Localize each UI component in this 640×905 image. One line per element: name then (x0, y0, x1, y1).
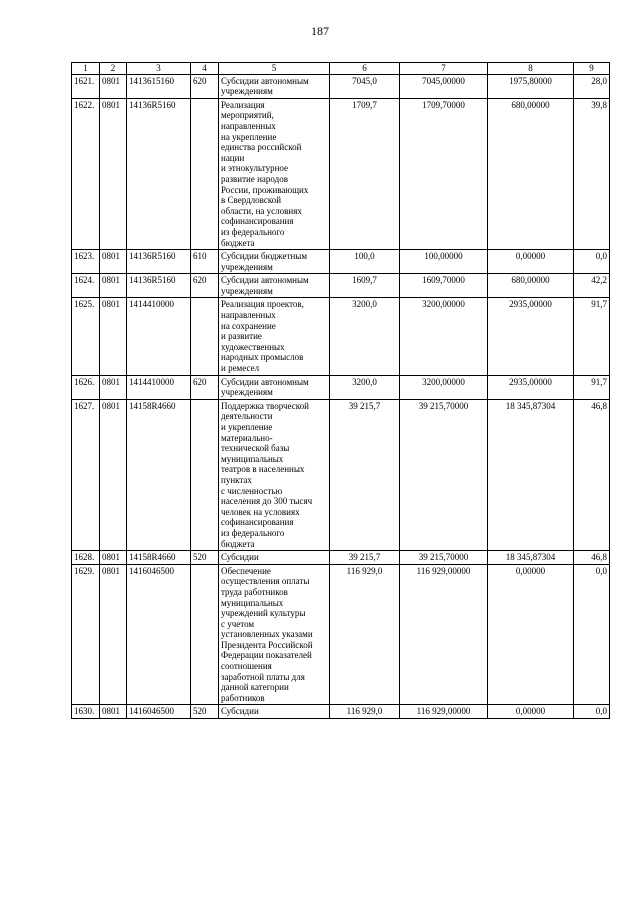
row-number-cell: 1621. (72, 74, 100, 98)
percent-cell: 91,7 (574, 375, 610, 399)
column-header: 2 (100, 63, 127, 75)
table-row (72, 551, 610, 565)
row-number-cell: 1622. (72, 98, 100, 249)
approved-cell: 7045,00000 (400, 74, 488, 98)
section-code-cell: 0801 (100, 551, 127, 565)
plan-cell: 3200,0 (330, 298, 400, 375)
section-code-cell: 0801 (100, 564, 127, 705)
row-number-cell: 1628. (72, 551, 100, 565)
plan-cell: 3200,0 (330, 375, 400, 399)
column-header: 1 (72, 63, 100, 75)
section-code-cell: 0801 (100, 375, 127, 399)
executed-cell: 0,00000 (488, 250, 574, 274)
executed-cell: 0,00000 (488, 705, 574, 719)
percent-cell: 28,0 (574, 74, 610, 98)
expense-type-cell (191, 298, 219, 375)
section-code-cell: 0801 (100, 98, 127, 249)
percent-cell: 0,0 (574, 564, 610, 705)
column-header: 5 (219, 63, 330, 75)
budget-table (71, 62, 610, 719)
percent-cell: 46,8 (574, 551, 610, 565)
table-row (72, 705, 610, 719)
expense-type-cell (191, 564, 219, 705)
section-code-cell: 0801 (100, 74, 127, 98)
description-cell: Обеспечение осуществления оплаты труда работников муниципальных учреждений культуры с учетом установленных указами Президента Российской Федерации показателей соотношения заработной платы для данной категории работников (219, 564, 330, 705)
executed-cell: 18 345,87304 (488, 399, 574, 550)
target-article-cell: 14158R4660 (127, 399, 191, 550)
table-row (72, 274, 610, 298)
row-number-cell: 1623. (72, 250, 100, 274)
section-code-cell: 0801 (100, 705, 127, 719)
approved-cell: 39 215,70000 (400, 551, 488, 565)
approved-cell: 1609,70000 (400, 274, 488, 298)
row-number-cell: 1627. (72, 399, 100, 550)
target-article-cell: 1414410000 (127, 375, 191, 399)
target-article-cell: 1416046500 (127, 564, 191, 705)
expense-type-cell: 520 (191, 705, 219, 719)
expense-type-cell: 620 (191, 274, 219, 298)
table-row (72, 564, 610, 705)
page-number: 187 (311, 24, 329, 38)
approved-cell: 100,00000 (400, 250, 488, 274)
row-number-cell: 1630. (72, 705, 100, 719)
plan-cell: 100,0 (330, 250, 400, 274)
plan-cell: 7045,0 (330, 74, 400, 98)
percent-cell: 91,7 (574, 298, 610, 375)
row-number-cell: 1626. (72, 375, 100, 399)
column-header: 7 (400, 63, 488, 75)
table-row (72, 375, 610, 399)
row-number-cell: 1624. (72, 274, 100, 298)
executed-cell: 1975,80000 (488, 74, 574, 98)
executed-cell: 0,00000 (488, 564, 574, 705)
plan-cell: 39 215,7 (330, 399, 400, 550)
column-header: 4 (191, 63, 219, 75)
plan-cell: 39 215,7 (330, 551, 400, 565)
description-cell: Реализация проектов, направленных на сохранение и развитие художественных народных промыслов и ремесел (219, 298, 330, 375)
target-article-cell: 14136R5160 (127, 250, 191, 274)
target-article-cell: 14158R4660 (127, 551, 191, 565)
executed-cell: 680,00000 (488, 98, 574, 249)
approved-cell: 1709,70000 (400, 98, 488, 249)
percent-cell: 42,2 (574, 274, 610, 298)
expense-type-cell: 620 (191, 74, 219, 98)
row-number-cell: 1629. (72, 564, 100, 705)
approved-cell: 39 215,70000 (400, 399, 488, 550)
target-article-cell: 14136R5160 (127, 274, 191, 298)
section-code-cell: 0801 (100, 274, 127, 298)
description-cell: Субсидии автономным учреждениям (219, 274, 330, 298)
plan-cell: 1709,7 (330, 98, 400, 249)
target-article-cell: 1416046500 (127, 705, 191, 719)
section-code-cell: 0801 (100, 298, 127, 375)
column-header: 8 (488, 63, 574, 75)
table-row (72, 74, 610, 98)
target-article-cell: 1414410000 (127, 298, 191, 375)
expense-type-cell: 610 (191, 250, 219, 274)
description-cell: Субсидии автономным учреждениям (219, 375, 330, 399)
expense-type-cell: 520 (191, 551, 219, 565)
table-row (72, 98, 610, 249)
approved-cell: 116 929,00000 (400, 705, 488, 719)
approved-cell: 3200,00000 (400, 298, 488, 375)
plan-cell: 116 929,0 (330, 564, 400, 705)
description-cell: Поддержка творческой деятельности и укрепление материально- технической базы муниципальных театров в населенных пунктах с численностью населения до 300 тысяч человек на условиях софинансирования из федерального бюджета (219, 399, 330, 550)
executed-cell: 2935,00000 (488, 298, 574, 375)
percent-cell: 46,8 (574, 399, 610, 550)
table-body (72, 74, 610, 718)
executed-cell: 680,00000 (488, 274, 574, 298)
column-header: 6 (330, 63, 400, 75)
column-header: 3 (127, 63, 191, 75)
percent-cell: 0,0 (574, 705, 610, 719)
plan-cell: 116 929,0 (330, 705, 400, 719)
approved-cell: 3200,00000 (400, 375, 488, 399)
description-cell: Субсидии (219, 551, 330, 565)
expense-type-cell (191, 98, 219, 249)
target-article-cell: 1413615160 (127, 74, 191, 98)
executed-cell: 18 345,87304 (488, 551, 574, 565)
table-header-row (72, 63, 610, 75)
table-row (72, 399, 610, 550)
plan-cell: 1609,7 (330, 274, 400, 298)
section-code-cell: 0801 (100, 250, 127, 274)
executed-cell: 2935,00000 (488, 375, 574, 399)
column-header: 9 (574, 63, 610, 75)
expense-type-cell (191, 399, 219, 550)
table-row (72, 250, 610, 274)
table-row (72, 298, 610, 375)
percent-cell: 39,8 (574, 98, 610, 249)
percent-cell: 0,0 (574, 250, 610, 274)
description-cell: Субсидии (219, 705, 330, 719)
row-number-cell: 1625. (72, 298, 100, 375)
description-cell: Субсидии бюджетным учреждениям (219, 250, 330, 274)
description-cell: Субсидии автономным учреждениям (219, 74, 330, 98)
expense-type-cell: 620 (191, 375, 219, 399)
section-code-cell: 0801 (100, 399, 127, 550)
description-cell: Реализация мероприятий, направленных на укрепление единства российской нации и этнокультурное развитие народов России, проживающих в Свердловской области, на условиях софинансирования из федерального бюджета (219, 98, 330, 249)
target-article-cell: 14136R5160 (127, 98, 191, 249)
approved-cell: 116 929,00000 (400, 564, 488, 705)
